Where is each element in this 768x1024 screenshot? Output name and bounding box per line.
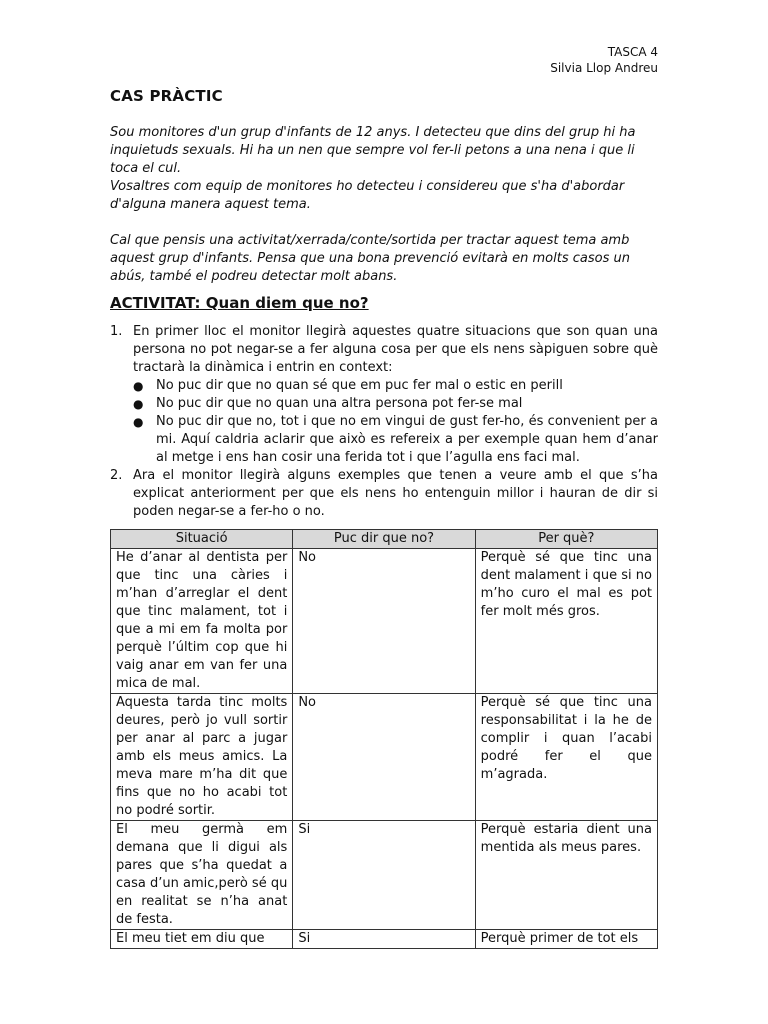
reason-cell: Perquè sé que tinc una dent malament i que si no m’ho curo el mal es pot fer molt més gros.: [475, 549, 657, 694]
bullet-list: [133, 377, 658, 467]
situation-cell: He d’anar al dentista per que tinc una càries i m’han d’arreglar el dent que tinc malament, tot i que a mi em fa molta por perquè l’últim cop que hi vaig anar em van fer una mica de mal.: [111, 549, 293, 694]
page-title: CAS PRÀCTIC: [110, 87, 223, 105]
column-header-why: Per què?: [475, 530, 657, 549]
intro-paragraph-2: Vosaltres com equip de monitores ho detecteu i considereu que s'ha d'abordar d'alguna manera aquest tema.: [110, 179, 625, 212]
bullet-item: [133, 395, 658, 413]
table-row: [111, 930, 658, 949]
answer-cell: No: [293, 694, 475, 821]
activity-steps: [110, 323, 658, 521]
step-number: 2.: [110, 468, 123, 483]
page-header: [550, 44, 658, 76]
bullet-text: No puc dir que no quan sé que em puc fer mal o estic en perill: [156, 378, 563, 393]
table-row: [111, 694, 658, 821]
reason-cell: Perquè estaria dient una mentida als meus pares.: [475, 821, 657, 930]
intro-paragraph-1: Sou monitores d'un grup d'infants de 12 anys. I detecteu que dins del grup hi ha inquietuds sexuals. Hi ha un nen que sempre vol fer-li petons a una nena i que li toca el cul.: [110, 125, 636, 176]
reason-cell: Perquè sé que tinc una responsabilitat i la he de complir i quan l’acabi podré fer el que m’agrada.: [475, 694, 657, 821]
answer-cell: Si: [293, 821, 475, 930]
bullet-icon: ●: [133, 379, 144, 393]
step-item: [110, 467, 658, 521]
table-row: [111, 549, 658, 694]
intro-paragraph-3: Cal que pensis una activitat/xerrada/conte/sortida per tractar aquest tema amb aquest grup d'infants. Pensa que una bona prevenció evitarà en molts casos un abús, també el podreu detectar molt abans.: [110, 233, 630, 284]
situation-cell: Aquesta tarda tinc molts deures, però jo vull sortir per anar al parc a jugar amb els meus amics. La meva mare m’ha dit que fins que no ho acabi tot no podré sortir.: [111, 694, 293, 821]
bullet-icon: ●: [133, 397, 144, 411]
bullet-text: No puc dir que no, tot i que no em vingui de gust fer-ho, és convenient per a mi. Aquí caldria aclarir que això es refereix a per exemple quan hem d’anar al metge i ens han cosir una ferida tot i que l’agulla ens faci mal.: [156, 414, 658, 465]
answer-cell: Si: [293, 930, 475, 949]
table-header-row: [111, 530, 658, 549]
step-number: 1.: [110, 324, 123, 339]
situations-table: [110, 529, 658, 949]
bullet-text: No puc dir que no quan una altra persona pot fer-se mal: [156, 396, 523, 411]
activity-title: ACTIVITAT: Quan diem que no?: [110, 294, 369, 312]
situation-cell: El meu tiet em diu que: [111, 930, 293, 949]
column-header-situation: Situació: [111, 530, 293, 549]
bullet-item: [133, 413, 658, 467]
bullet-icon: ●: [133, 415, 144, 429]
intro-text: [110, 124, 655, 286]
author-name: Silvia Llop Andreu: [550, 61, 658, 75]
bullet-item: [133, 377, 658, 395]
column-header-can-say-no: Puc dir que no?: [293, 530, 475, 549]
reason-cell: Perquè primer de tot els: [475, 930, 657, 949]
task-label: TASCA 4: [607, 45, 658, 59]
step-text: Ara el monitor llegirà alguns exemples que tenen a veure amb el que s’ha explicat anteriorment per que els nens ho entenguin millor i hauran de dir si poden negar-se a fer-ho o no.: [133, 468, 658, 519]
situation-cell: El meu germà em demana que li digui als pares que s’ha quedat a casa d’un amic,però sé qu en realitat se n’ha anat de festa.: [111, 821, 293, 930]
step-item: [110, 323, 658, 467]
answer-cell: No: [293, 549, 475, 694]
table-row: [111, 821, 658, 930]
step-text: En primer lloc el monitor llegirà aquestes quatre situacions que son quan una persona no pot negar-se a fer alguna cosa per que els nens sàpiguen sobre què tractarà la dinàmica i entrin en context:: [133, 324, 658, 375]
